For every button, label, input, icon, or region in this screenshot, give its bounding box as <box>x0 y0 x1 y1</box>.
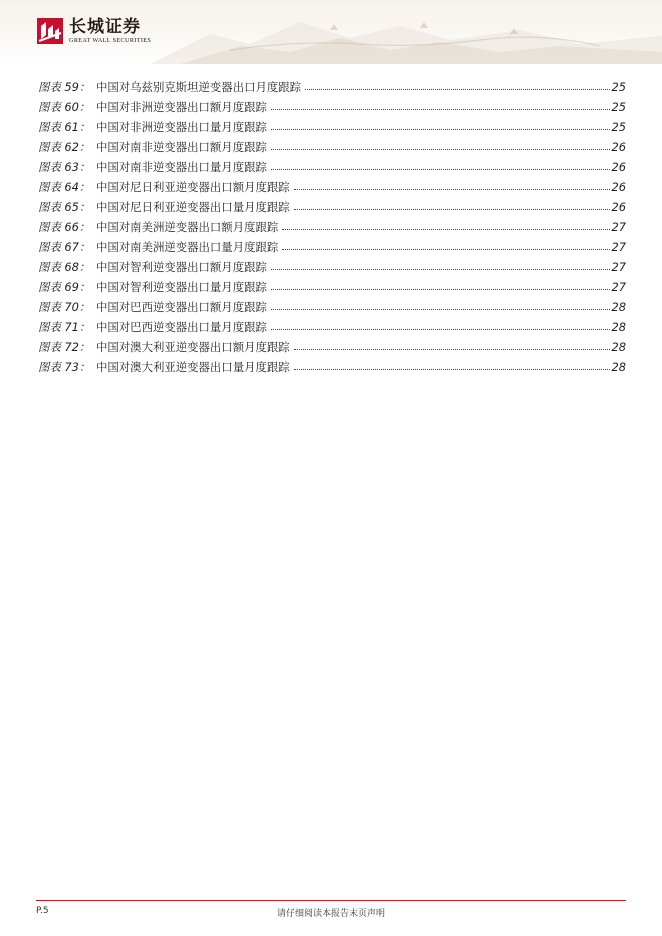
page-number[interactable]: 28 <box>611 300 626 314</box>
logo-english-name: GREAT WALL SECURITIES <box>69 36 152 44</box>
dot-leader <box>271 297 610 310</box>
footer-rule <box>36 900 626 901</box>
page-header <box>0 0 662 64</box>
page-number[interactable]: 26 <box>611 200 626 214</box>
dot-leader <box>282 237 609 250</box>
figure-label: 图表 68： <box>38 260 91 274</box>
toc-entry[interactable] <box>38 198 626 218</box>
figure-label: 图表 60： <box>38 100 91 114</box>
page-number[interactable]: 27 <box>611 240 626 254</box>
figure-label: 图表 61： <box>38 120 91 134</box>
list-of-figures <box>38 78 626 378</box>
figure-label: 图表 73： <box>38 360 91 374</box>
dot-leader <box>271 257 610 270</box>
figure-label: 图表 59： <box>38 80 91 94</box>
toc-entry[interactable] <box>38 98 626 118</box>
page-number[interactable]: 26 <box>611 160 626 174</box>
dot-leader <box>271 137 610 150</box>
figure-label: 图表 69： <box>38 280 91 294</box>
page-number[interactable]: 25 <box>611 100 626 114</box>
toc-entry[interactable] <box>38 278 626 298</box>
page-number[interactable]: 26 <box>611 180 626 194</box>
dot-leader <box>294 177 610 190</box>
page-number[interactable]: 28 <box>611 360 626 374</box>
toc-entry[interactable] <box>38 258 626 278</box>
figure-title[interactable]: 中国对智利逆变器出口量月度跟踪 <box>96 280 267 294</box>
figure-title[interactable]: 中国对尼日利亚逆变器出口量月度跟踪 <box>96 200 290 214</box>
page-number[interactable]: 25 <box>611 80 626 94</box>
logo-chinese-name: 长城证券 <box>69 16 141 37</box>
figure-title[interactable]: 中国对澳大利亚逆变器出口额月度跟踪 <box>96 340 290 354</box>
toc-entry[interactable] <box>38 238 626 258</box>
figure-title[interactable]: 中国对乌兹别克斯坦逆变器出口月度跟踪 <box>96 80 302 94</box>
dot-leader <box>305 77 609 90</box>
page-number[interactable]: 25 <box>611 120 626 134</box>
dot-leader <box>294 357 610 370</box>
figure-label: 图表 64： <box>38 180 91 194</box>
figure-label: 图表 65： <box>38 200 91 214</box>
page-number[interactable]: 26 <box>611 140 626 154</box>
figure-title[interactable]: 中国对巴西逆变器出口量月度跟踪 <box>96 320 267 334</box>
figure-title[interactable]: 中国对尼日利亚逆变器出口额月度跟踪 <box>96 180 290 194</box>
page-number[interactable]: 28 <box>611 320 626 334</box>
toc-entry[interactable] <box>38 78 626 98</box>
page-number[interactable]: 27 <box>611 260 626 274</box>
company-logo <box>36 17 151 45</box>
page-number[interactable]: 27 <box>611 220 626 234</box>
page-number[interactable]: 28 <box>611 340 626 354</box>
toc-entry[interactable] <box>38 178 626 198</box>
dot-leader <box>271 277 610 290</box>
figure-label: 图表 66： <box>38 220 91 234</box>
dot-leader <box>294 197 610 210</box>
figure-title[interactable]: 中国对巴西逆变器出口额月度跟踪 <box>96 300 267 314</box>
figure-title[interactable]: 中国对非洲逆变器出口量月度跟踪 <box>96 120 267 134</box>
toc-entry[interactable] <box>38 318 626 338</box>
toc-entry[interactable] <box>38 138 626 158</box>
figure-label: 图表 71： <box>38 320 91 334</box>
figure-label: 图表 67： <box>38 240 91 254</box>
figure-title[interactable]: 中国对南美洲逆变器出口额月度跟踪 <box>96 220 279 234</box>
toc-entry[interactable] <box>38 298 626 318</box>
figure-label: 图表 72： <box>38 340 91 354</box>
figure-label: 图表 63： <box>38 160 91 174</box>
figure-title[interactable]: 中国对智利逆变器出口额月度跟踪 <box>96 260 267 274</box>
figure-title[interactable]: 中国对南非逆变器出口量月度跟踪 <box>96 160 267 174</box>
toc-entry[interactable] <box>38 158 626 178</box>
footer-disclaimer-notice: 请仔细阅读本报告末页声明 <box>276 909 385 919</box>
dot-leader <box>271 317 610 330</box>
dot-leader <box>271 97 610 110</box>
figure-title[interactable]: 中国对南非逆变器出口额月度跟踪 <box>96 140 267 154</box>
toc-entry[interactable] <box>38 358 626 378</box>
toc-entry[interactable] <box>38 338 626 358</box>
figure-label: 图表 70： <box>38 300 91 314</box>
dot-leader <box>294 337 610 350</box>
great-wall-securities-logo-icon <box>36 17 64 45</box>
figure-title[interactable]: 中国对非洲逆变器出口额月度跟踪 <box>96 100 267 114</box>
dot-leader <box>282 217 609 230</box>
figure-title[interactable]: 中国对南美洲逆变器出口量月度跟踪 <box>96 240 279 254</box>
dot-leader <box>271 117 610 130</box>
toc-entry[interactable] <box>38 218 626 238</box>
dot-leader <box>271 157 610 170</box>
figure-title[interactable]: 中国对澳大利亚逆变器出口量月度跟踪 <box>96 360 290 374</box>
footer-page-number: P.5 <box>36 906 49 916</box>
figure-label: 图表 62： <box>38 140 91 154</box>
page-number[interactable]: 27 <box>611 280 626 294</box>
toc-entry[interactable] <box>38 118 626 138</box>
